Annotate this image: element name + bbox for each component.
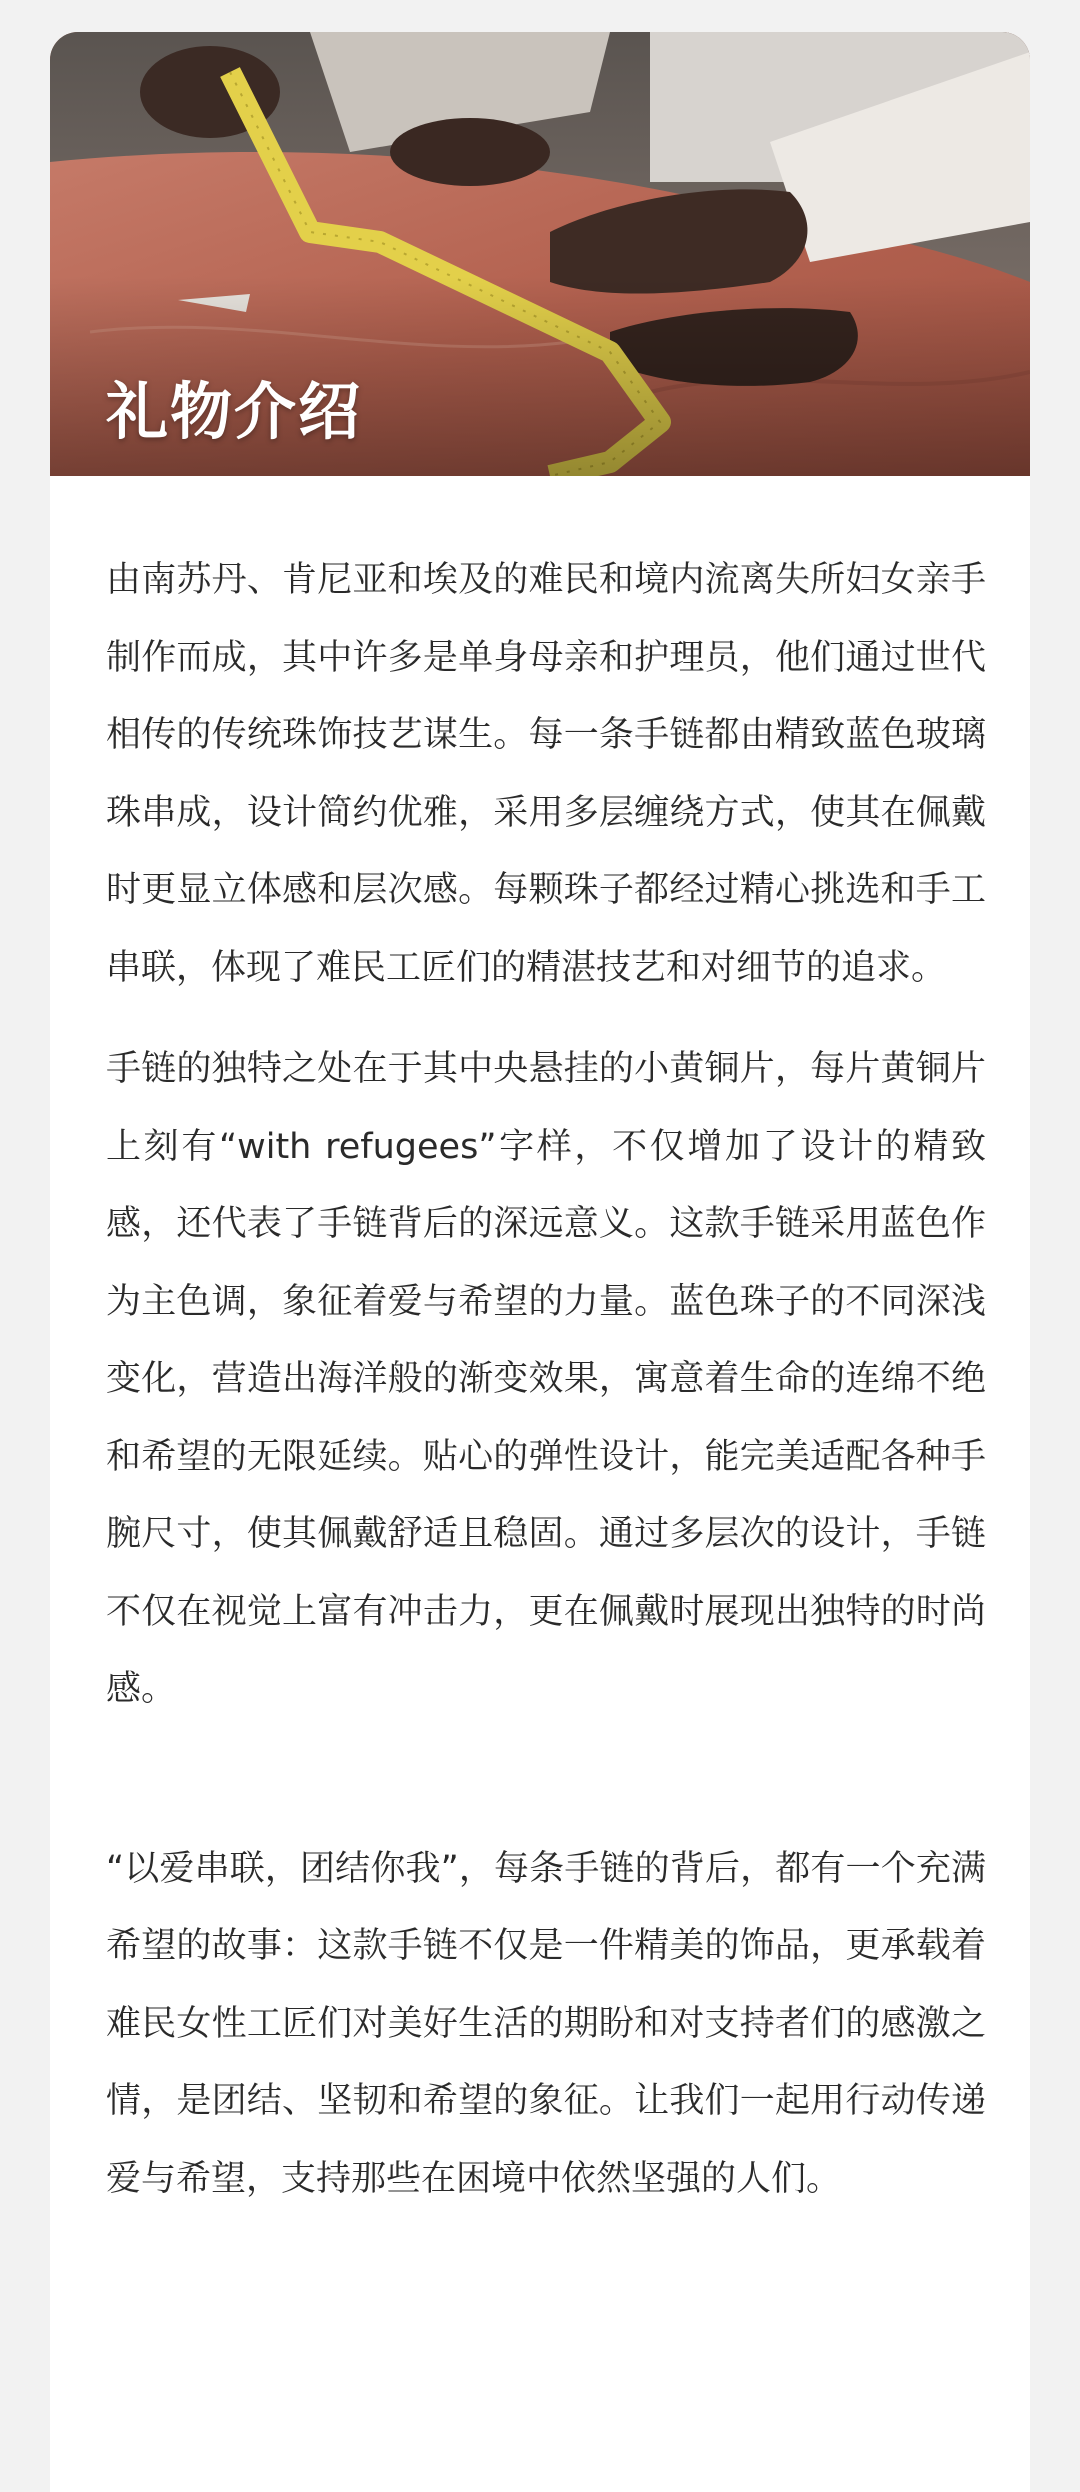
article-card [50,32,1030,2492]
article-paragraph: 手链的独特之处在于其中央悬挂的小黄铜片，每片黄铜片上刻有“with refugees”字样，不仅增加了设计的精致感，还代表了手链背后的深远意义。这款手链采用蓝色作为主色调，象征着爱与希望的力量。蓝色珠子的不同深浅变化，营造出海洋般的渐变效果，寓意着生命的连绵不绝和希望的无限延续。贴心的弹性设计，能完美适配各种手腕尺寸，使其佩戴舒适且稳固。通过多层次的设计，手链不仅在视觉上富有冲击力，更在佩戴时展现出独特的时尚感。 [106,1049,986,1709]
article-paragraph: 由南苏丹、肯尼亚和埃及的难民和境内流离失所妇女亲手制作而成，其中许多是单身母亲和护理员，他们通过世代相传的传统珠饰技艺谋生。每一条手链都由精致蓝色玻璃珠串成，设计简约优雅，采用多层缠绕方式，使其在佩戴时更显立体感和层次感。每颗珠子都经过精心挑选和手工串联，体现了难民工匠们的精湛技艺和对细节的追求。 [106,560,986,988]
article-paragraph: “以爱串联，团结你我”，每条手链的背后，都有一个充满希望的故事：这款手链不仅是一件精美的饰品，更承载着难民女性工匠们对美好生活的期盼和对支持者们的感激之情，是团结、坚韧和希望的象征。让我们一起用行动传递爱与希望，支持那些在困境中依然坚强的人们。 [106,1848,986,2199]
article-body [106,542,986,2218]
page-title: 礼物介绍 [106,375,363,448]
hero-banner [50,32,1030,476]
